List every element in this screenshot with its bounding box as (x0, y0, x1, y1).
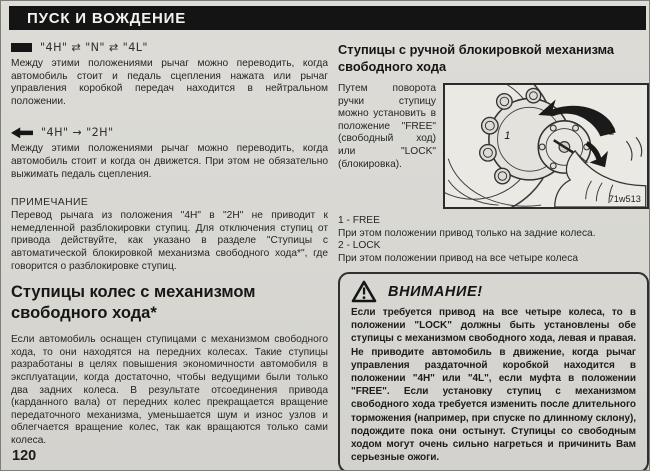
right-column (338, 41, 649, 471)
subsection-title-manual-hubs: Ступицы с ручной блокировкой механизма свободного хода (338, 42, 615, 74)
chapter-header-bar (9, 6, 646, 30)
figure-row (338, 83, 649, 209)
shift1-paragraph: Между этими положениями рычаг можно переводить, когда автомобиль стоит и педаль сцепления нажата или рычаг управления коробкой передач находится в нейтральном положении. (11, 58, 328, 107)
page-number: 120 (12, 448, 37, 464)
warning-header (351, 280, 636, 303)
note-title: ПРИМЕЧАНИЕ (11, 197, 89, 209)
warning-paragraph: Если требуется привод на все четыре колеса, то в положении "LOCK" должны быть установлены обе ступицы с механизмом свободного хода, левая и правая. Не приводите автомобиль в движение, когда рычаг управления раздаточной коробкой находится в положении "4H" или "4L", если муфта в положении "FREE". Если установку ступиц с механизмом свободного хода требуется изменить после длительного торможения (например, при спуске по длинному склону), подождите пока они остынут. Ступицы со свободным ходом могут очень сильно нагреться и причинить Вам серьезные ожоги. (351, 307, 636, 464)
legend-key-lock: 2 - LOCK (338, 240, 381, 251)
shift-row-4h-2h (11, 126, 328, 139)
left-arrow-icon (11, 127, 33, 138)
intro-paragraph: Путем поворота ручки ступицу можно установить в положение "FREE" (свободный ход) или "LOCK" (блокировка). (338, 83, 436, 170)
motion-lines (626, 141, 632, 160)
figure-callout-1: 1 (504, 130, 511, 143)
figure-caption: 71w513 (608, 194, 641, 205)
solid-bar-icon (11, 43, 32, 52)
note-paragraph: Перевод рычага из положения "4H" в "2H" не приводит к немедленной разблокировки ступиц. Для отключения ступиц от привода действуйте, как указано в разделе "Ступицы с автоматической блокировкой механизма свободного хода*", где говорится о разблокировке ступиц. (11, 210, 328, 272)
hub-illustration-drawing (445, 85, 647, 207)
shift-positions-label-1: "4H" ⇄ "N" ⇄ "4L" (40, 41, 148, 54)
warning-triangle-icon (351, 280, 377, 303)
warning-box (338, 272, 649, 471)
chapter-title: ПУСК И ВОЖДЕНИЕ (27, 9, 187, 27)
hub-illustration (443, 83, 649, 209)
figure-legend (338, 215, 649, 265)
section-paragraph: Если автомобиль оснащен ступицами с механизмом свободного хода, то они находятся на передних колесах. Такие ступицы разработаны в целях повышения экономичности автомобиля в эксплуатации, когда достаточно, чтобы ведущими были только два задних колеса. В результате отсоединения привода (карданного вала) от передних колес прекращается вращение передаточного механизма, уменьшается шум и износ узлов и облегчается вращение колес, так как вращаются только сами колеса. (11, 334, 328, 446)
shift-positions-label-2: "4H" → "2H" (41, 126, 114, 140)
left-column (11, 41, 328, 447)
warning-title: ВНИМАНИЕ! (388, 283, 483, 300)
legend-key-free: 1 - FREE (338, 215, 380, 226)
figure-callout-2: 2 (608, 125, 615, 138)
shift-row-4h-n-4l (11, 41, 328, 54)
legend-desc-free: При этом положении привод только на задние колеса. (338, 227, 596, 239)
legend-desc-lock: При этом положении привод на все четыре колеса (338, 252, 578, 264)
shift2-paragraph: Между этими положениями рычаг можно переводить, когда автомобиль стоит и когда он движется. При этом не обязательно выжимать педаль сцепления. (11, 143, 328, 180)
section-title-freewheel-hubs: Ступицы колес с механизмом свободного хода* (11, 283, 256, 323)
